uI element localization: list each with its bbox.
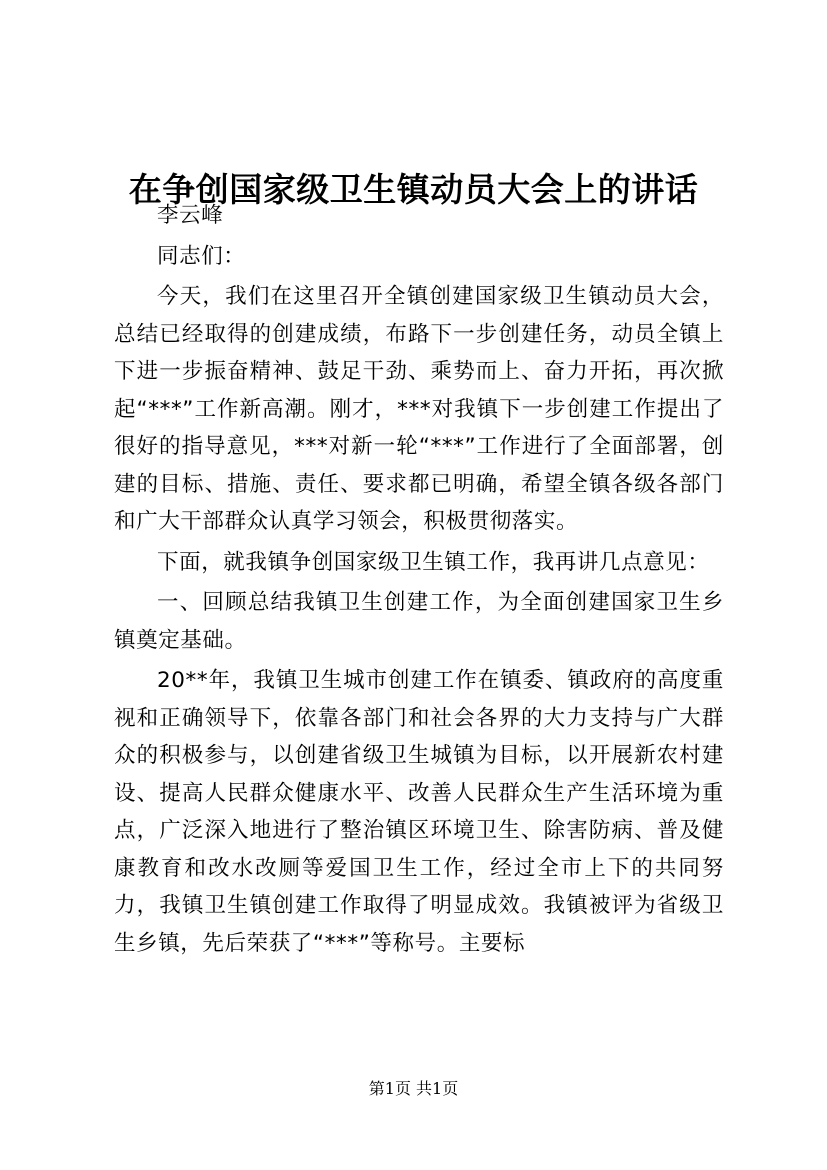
page-number-footer: 第1页 共1页 bbox=[368, 1079, 459, 1098]
paragraph-intro: 今天，我们在这里召开全镇创建国家级卫生镇动员大会，总结已经取得的创建成绩，布路下一步创建任务，动员全镇上下进一步振奋精神、鼓足干劲、乘势而上、奋力开拓，再次掀起“***”工作新高潮。刚才，***对我镇下一步创建工作提出了很好的指导意见，***对新一轮“***”工作进行了全面部署，创建的目标、措施、责任、要求都已明确，希望全镇各级各部门和广大干部群众认真学习领会，积极贯彻落实。 bbox=[114, 284, 724, 534]
paragraph-transition: 下面，就我镇争创国家级卫生镇工作，我再讲几点意见： bbox=[157, 549, 710, 575]
author-name: 李云峰 bbox=[157, 203, 224, 228]
document-title: 在争创国家级卫生镇动员大会上的讲话 bbox=[128, 170, 699, 210]
greeting: 同志们： bbox=[157, 243, 246, 269]
paragraph-review: 20**年，我镇卫生城市创建工作在镇委、镇政府的高度重视和正确领导下，依靠各部门和社会各界的大力支持与广大群众的积极参与，以创建省级卫生城镇为目标，以开展新农村建设、提高人民群众健康水平、改善人民群众生产生活环境为重点，广泛深入地进行了整治镇区环境卫生、除害防病、普及健康教育和改水改厕等爱国卫生工作，经过全市上下的共同努力，我镇卫生镇创建工作取得了明显成效。我镇被评为省级卫生乡镇，先后荣获了“***”等称号。主要标 bbox=[114, 668, 724, 956]
document-body bbox=[114, 197, 724, 965]
section-heading-1: 一、回顾总结我镇卫生创建工作，为全面创建国家卫生乡镇奠定基础。 bbox=[114, 590, 724, 653]
